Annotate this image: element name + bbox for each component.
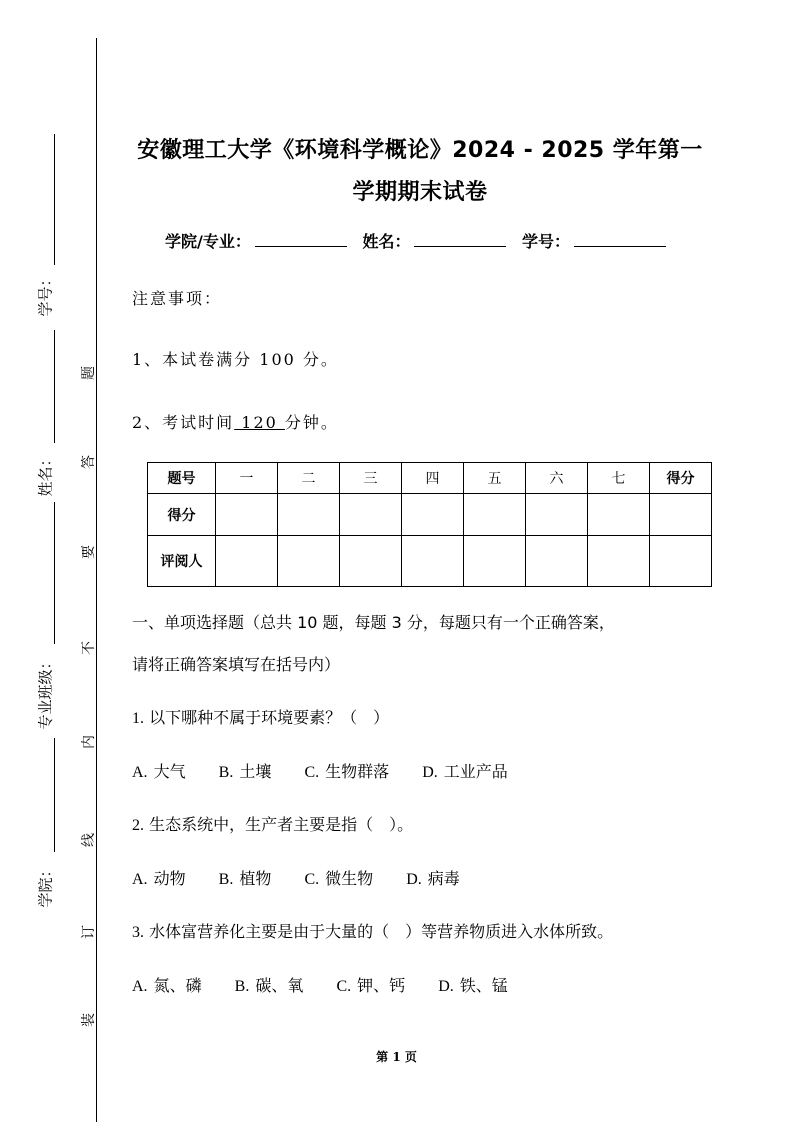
reviewer-cell[interactable]	[464, 536, 526, 587]
note-item-2	[132, 410, 339, 433]
header-cell: 六	[526, 463, 588, 494]
reviewer-cell[interactable]	[216, 536, 278, 587]
exam-title-line1: 安徽理工大学《环境科学概论》2024 - 2025 学年第一	[137, 138, 703, 163]
student-id-fill-line[interactable]	[54, 134, 55, 265]
seal-char: 题	[81, 366, 97, 380]
option-c[interactable]: C. 微生物	[304, 869, 374, 888]
score-table	[147, 462, 712, 587]
reviewer-cell[interactable]	[650, 536, 712, 587]
binding-line	[96, 38, 97, 1122]
score-cell[interactable]	[402, 494, 464, 536]
question-3-options	[132, 973, 536, 996]
score-cell[interactable]	[340, 494, 402, 536]
question-2	[132, 812, 413, 835]
row-label: 评阅人	[148, 536, 216, 587]
seal-char: 订	[81, 925, 97, 939]
option-d[interactable]: D. 病毒	[406, 869, 460, 888]
score-table-header-row	[148, 463, 712, 494]
option-b[interactable]: B. 土壤	[218, 762, 272, 781]
reviewer-cell[interactable]	[340, 536, 402, 587]
reviewer-cell[interactable]	[588, 536, 650, 587]
score-cell[interactable]	[650, 494, 712, 536]
header-cell: 二	[278, 463, 340, 494]
college-fill-line[interactable]	[54, 738, 55, 852]
question-3	[132, 919, 613, 942]
option-b[interactable]: B. 植物	[218, 869, 272, 888]
question-text: 水体富营养化主要是由于大量的（ ）等营养物质进入水体所致。	[149, 922, 614, 941]
question-text: 生态系统中，生产者主要是指（ ）。	[149, 815, 414, 834]
page-number: 第 1 页	[376, 1050, 417, 1064]
reviewer-cell[interactable]	[402, 536, 464, 587]
option-d[interactable]: D. 工业产品	[422, 762, 508, 781]
option-a[interactable]: A. 大气	[132, 762, 186, 781]
note-item-2-prefix: 2、考试时间	[132, 413, 235, 432]
name-fill-line[interactable]	[54, 330, 55, 443]
student-id-label: 学号：	[522, 232, 571, 251]
margin-college-label: 学院：	[36, 862, 55, 908]
score-cell[interactable]	[278, 494, 340, 536]
question-1-options	[132, 759, 536, 782]
margin-student-id-label: 学号：	[36, 271, 55, 317]
student-id-blank[interactable]	[574, 232, 666, 247]
class-fill-line[interactable]	[54, 502, 55, 644]
header-cell: 四	[402, 463, 464, 494]
question-1	[132, 705, 389, 728]
option-d[interactable]: D. 铁、锰	[438, 976, 508, 995]
header-cell: 一	[216, 463, 278, 494]
option-a[interactable]: A. 氮、磷	[132, 976, 202, 995]
college-major-label: 学院/专业：	[165, 232, 251, 251]
reviewer-row	[148, 536, 712, 587]
seal-char: 不	[81, 641, 97, 655]
question-2-options	[132, 866, 488, 889]
seal-char: 答	[81, 455, 97, 469]
option-c[interactable]: C. 生物群落	[304, 762, 390, 781]
name-blank[interactable]	[414, 232, 506, 247]
score-cell[interactable]	[588, 494, 650, 536]
section-1-instructions-line2: 请将正确答案填写在括号内）	[132, 655, 341, 674]
student-info-line	[165, 229, 676, 252]
option-a[interactable]: A. 动物	[132, 869, 186, 888]
seal-char: 线	[81, 833, 97, 847]
header-cell: 五	[464, 463, 526, 494]
note-item-2-suffix: 分钟。	[284, 413, 339, 432]
option-b[interactable]: B. 碳、氧	[234, 976, 304, 995]
header-cell: 得分	[650, 463, 712, 494]
header-cell: 三	[340, 463, 402, 494]
name-label: 姓名：	[362, 232, 411, 251]
option-c[interactable]: C. 钾、钙	[336, 976, 406, 995]
score-cell[interactable]	[464, 494, 526, 536]
reviewer-cell[interactable]	[278, 536, 340, 587]
notes-heading: 注意事项：	[132, 289, 223, 308]
margin-class-label: 专业班级：	[36, 654, 55, 730]
exam-title-line2: 学期期末试卷	[352, 180, 488, 205]
score-row	[148, 494, 712, 536]
score-cell[interactable]	[216, 494, 278, 536]
question-number: 3.	[132, 924, 144, 941]
header-cell: 题号	[148, 463, 216, 494]
margin-name-label: 姓名：	[36, 451, 55, 497]
reviewer-cell[interactable]	[526, 536, 588, 587]
question-number: 1.	[132, 710, 144, 727]
seal-char: 内	[81, 735, 97, 749]
college-major-blank[interactable]	[255, 232, 347, 247]
score-cell[interactable]	[526, 494, 588, 536]
exam-duration-value: 120	[234, 413, 285, 432]
note-item-1: 1、本试卷满分 100 分。	[132, 350, 339, 369]
seal-char: 装	[81, 1013, 97, 1027]
seal-char: 要	[81, 545, 97, 559]
header-cell: 七	[588, 463, 650, 494]
question-number: 2.	[132, 817, 144, 834]
row-label: 得分	[148, 494, 216, 536]
section-1-instructions-line1: 一、单项选择题（总共 10 题，每题 3 分，每题只有一个正确答案，	[132, 613, 615, 632]
question-text: 以下哪种不属于环境要素？（ ）	[149, 708, 390, 727]
